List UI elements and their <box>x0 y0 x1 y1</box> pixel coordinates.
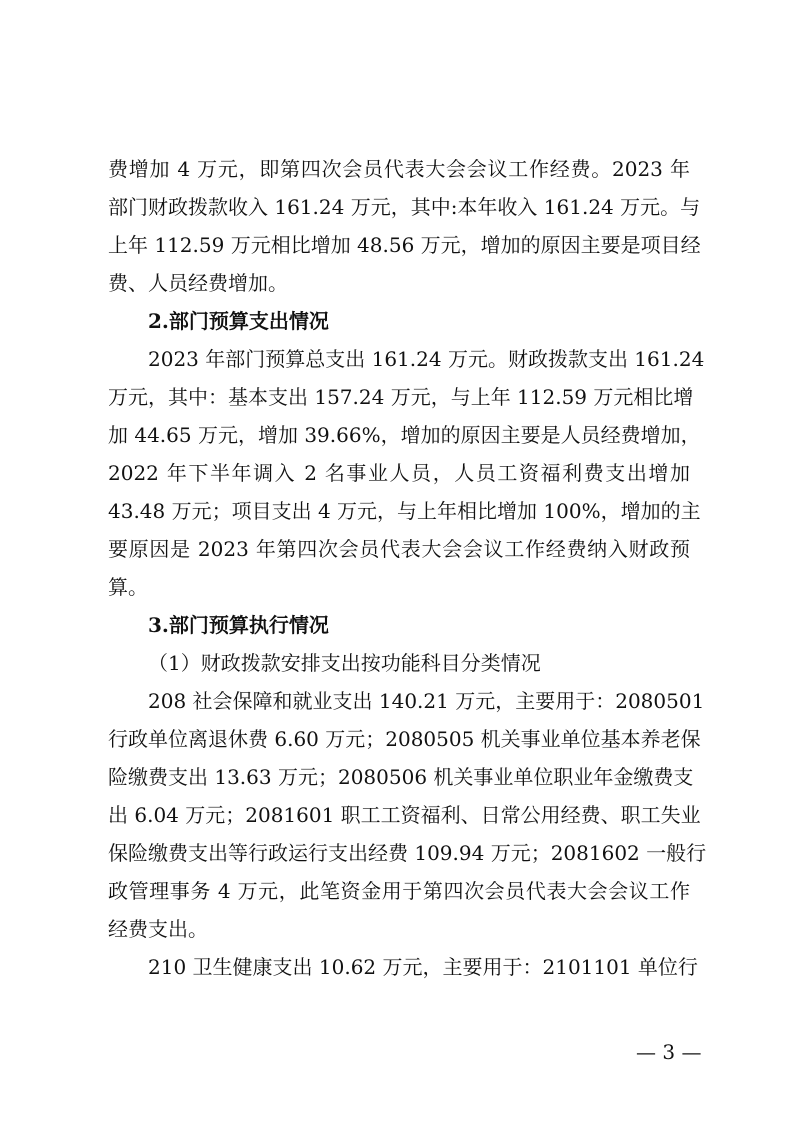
text-line: 费增加 4 万元，即第四次会员代表大会会议工作经费。2023 年 <box>108 157 690 181</box>
document-body <box>108 150 707 986</box>
text-line: 经费支出。 <box>108 917 208 941</box>
text-line: 万元，其中：基本支出 157.24 万元，与上年 112.59 万元相比增 <box>108 385 694 409</box>
text-line: 算。 <box>108 575 148 599</box>
text-line: 2022 年下半年调入 2 名事业人员，人员工资福利费支出增加 <box>108 461 690 485</box>
text-line: 208 社会保障和就业支出 140.21 万元，主要用于：2080501 <box>148 689 705 713</box>
subsection-heading-3-1: （1）财政拨款安排支出按功能科目分类情况 <box>148 651 541 675</box>
text-line: 行政单位离退休费 6.60 万元；2080505 机关事业单位基本养老保 <box>108 727 701 751</box>
paragraph-1 <box>108 150 701 302</box>
text-line: 加 44.65 万元，增加 39.66%，增加的原因主要是人员经费增加， <box>108 423 701 447</box>
text-line: 政管理事务 4 万元，此笔资金用于第四次会员代表大会会议工作 <box>108 879 690 903</box>
text-line: 费、人员经费增加。 <box>108 271 288 295</box>
paragraph-3 <box>108 682 707 948</box>
page-number: — 3 — <box>636 1040 702 1064</box>
paragraph-2 <box>108 340 705 606</box>
text-line: 210 卫生健康支出 10.62 万元，主要用于：2101101 单位行 <box>148 955 698 979</box>
text-line: 上年 112.59 万元相比增加 48.56 万元，增加的原因主要是项目经 <box>108 233 701 257</box>
text-line: 部门财政拨款收入 161.24 万元，其中:本年收入 161.24 万元。与 <box>108 195 701 219</box>
section-heading-2: 2.部门预算支出情况 <box>148 309 329 333</box>
paragraph-4 <box>108 948 698 986</box>
text-line: 43.48 万元；项目支出 4 万元，与上年相比增加 100%，增加的主 <box>108 499 701 523</box>
text-line: 保险缴费支出等行政运行支出经费 109.94 万元；2081602 一般行 <box>108 841 707 865</box>
text-line: 2023 年部门预算总支出 161.24 万元。财政拨款支出 161.24 <box>148 347 705 371</box>
text-line: 要原因是 2023 年第四次会员代表大会会议工作经费纳入财政预 <box>108 537 690 561</box>
section-heading-3: 3.部门预算执行情况 <box>148 613 329 637</box>
text-line: 出 6.04 万元；2081601 职工工资福利、日常公用经费、职工失业 <box>108 803 701 827</box>
text-line: 险缴费支出 13.63 万元；2080506 机关事业单位职业年金缴费支 <box>108 765 694 789</box>
